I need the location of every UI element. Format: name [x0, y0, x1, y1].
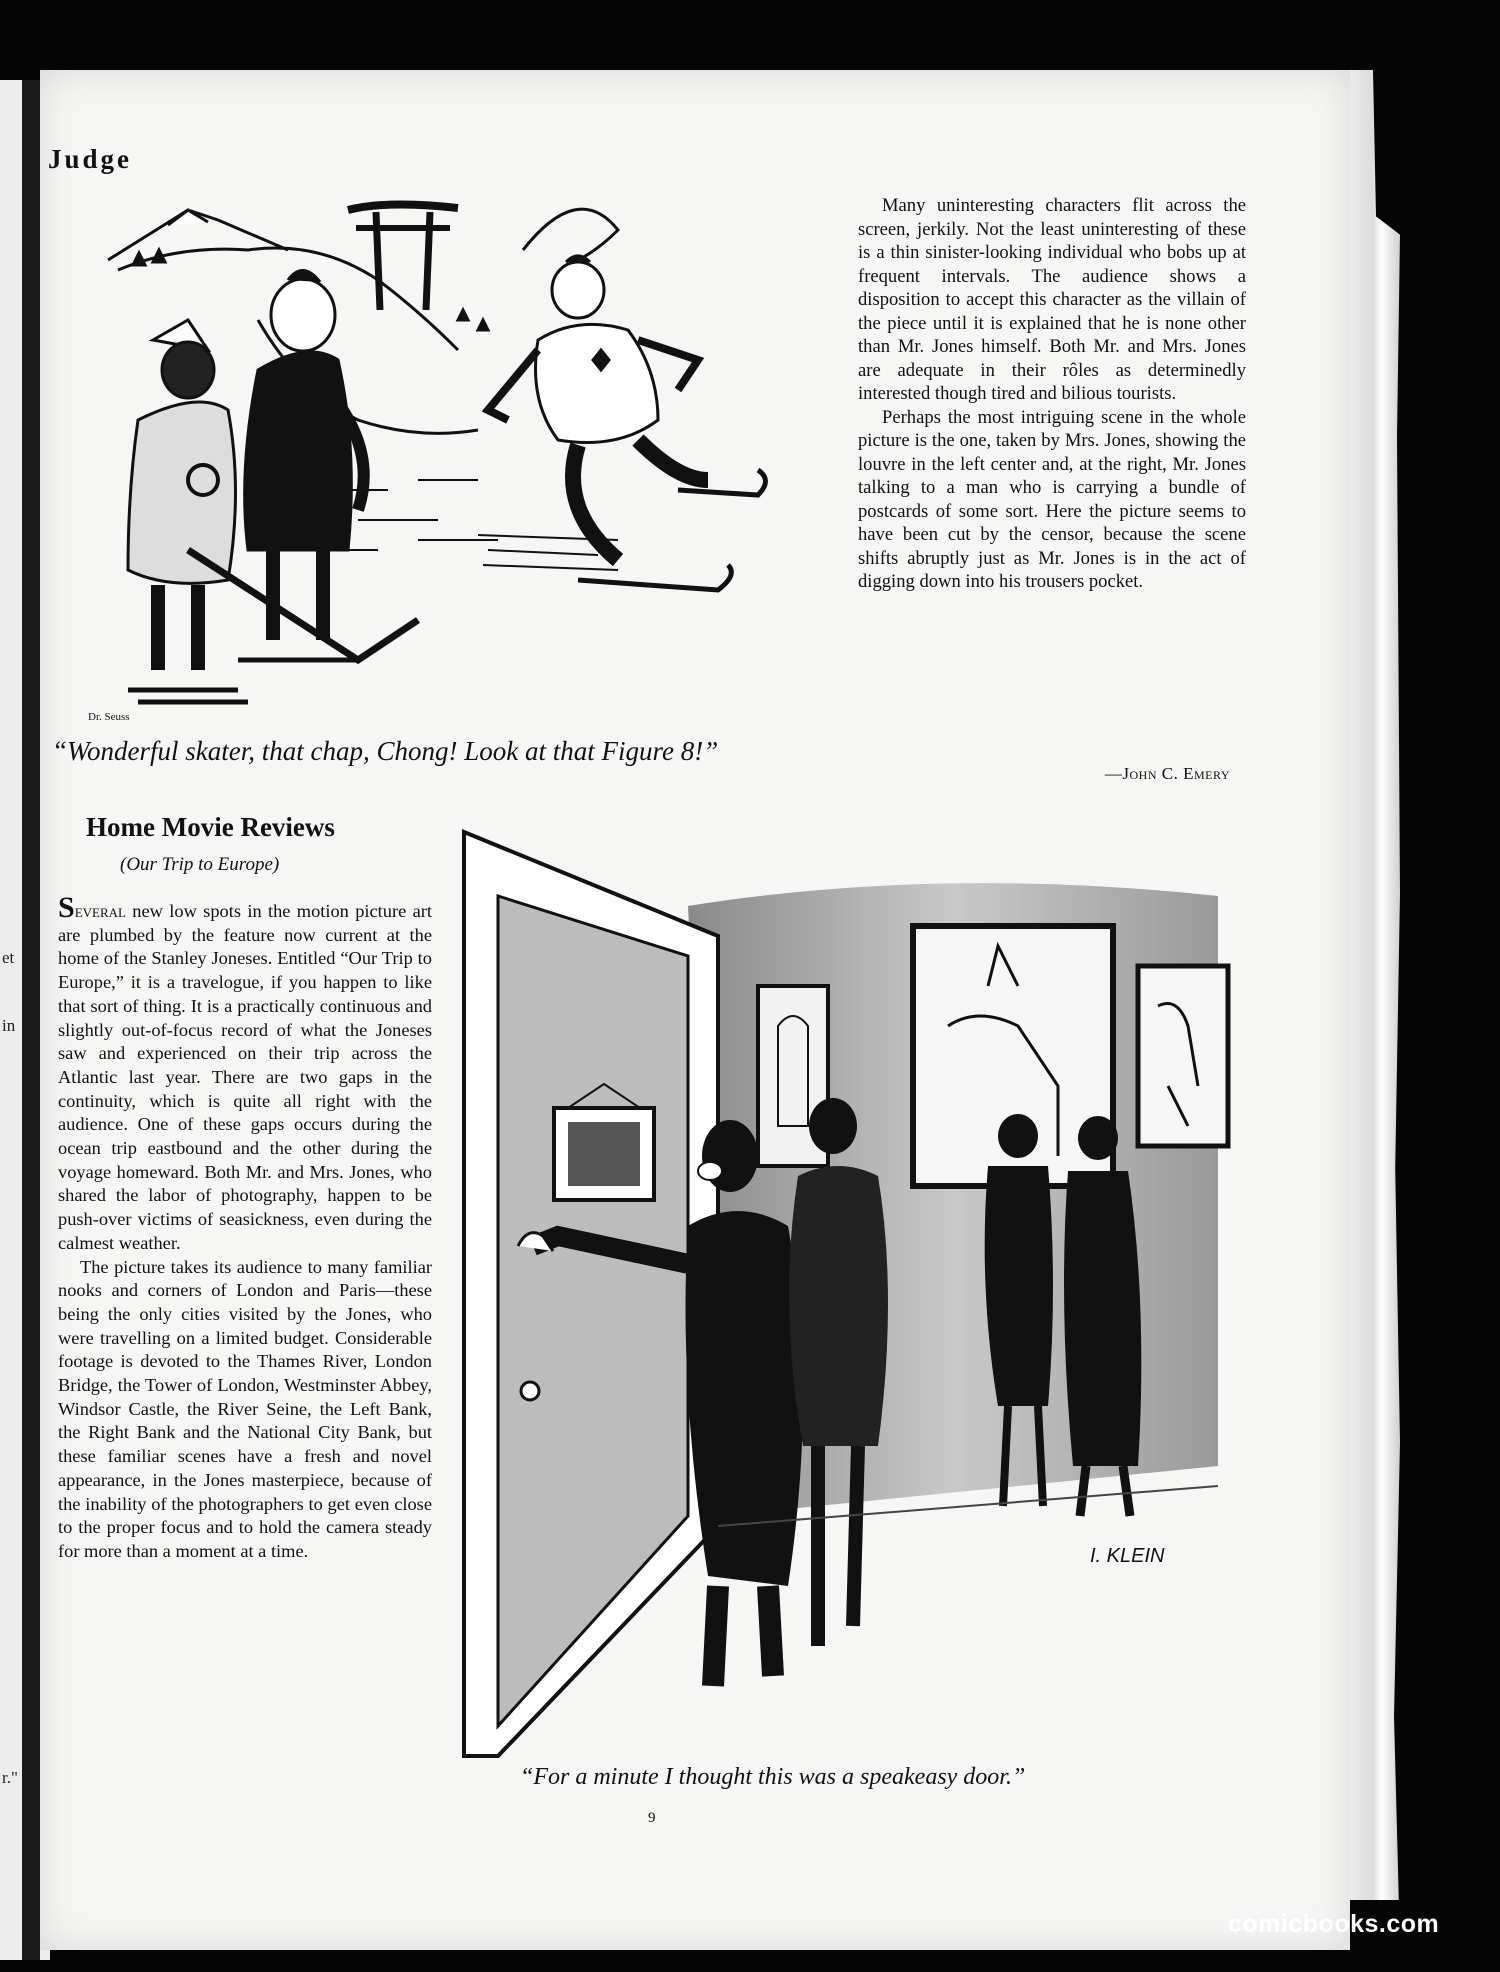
cartoon-signature: Dr. Seuss — [88, 711, 130, 723]
paragraph-text: new low spots in the motion picture art are plumbed by the feature now current at the home of the Stanley Joneses. Entitled “Our Trip to Europe,” it is a travelogue, if you happen to like that sort of thing. It is a practically continuous and slightly out-of-focus record of what the Joneses saw and experienced on their trip across the Atlantic last year. There are two gaps in the continuity, which is quite all right with the audience. One of these gaps occurs during the ocean trip eastbound and the other during the voyage homeward. Both Mr. and Mrs. Jones, who shared the labor of photography, happen to be push-over victims of seasickness, even during the calmest weather. — [58, 901, 432, 1253]
skating-cartoon — [58, 190, 828, 730]
gallery-cartoon — [458, 826, 1238, 1766]
drop-cap: S — [58, 891, 75, 924]
article-body — [58, 891, 432, 1564]
previous-page-text-fragment: in — [2, 1016, 16, 1035]
review-paragraph: Many uninteresting characters flit across the screen, jerkily. Not the least uninteresting of these is a thin sinister-looking individual who bobs up at frequent intervals. The audience shows a disposition to accept this character as the villain of the piece until it is explained that he is none other than Mr. Jones himself. Both Mr. and Mrs. Jones are adequate in their rôles as determinedly interested though tired and bilious tourists. — [858, 195, 1246, 404]
article-subtitle: (Our Trip to Europe) — [120, 854, 280, 875]
bottom-cartoon-caption: “For a minute I thought this was a speakeasy door.” — [520, 1764, 1026, 1790]
previous-page-text-fragment: et — [2, 948, 15, 967]
opening-word: everal — [74, 901, 126, 921]
site-watermark: comicbooks.com — [1228, 1910, 1440, 1938]
page-number: 9 — [648, 1810, 656, 1826]
previous-page-text-fragment: r." — [2, 1768, 18, 1787]
article-paragraph — [58, 891, 432, 1256]
top-cartoon-caption: “Wonderful skater, that chap, Chong! Look at that Figure 8!” — [52, 736, 719, 766]
article-paragraph: The picture takes its audience to many familiar nooks and corners of London and Paris—these being the only cities visited by the Jones, who were travelling on a limited budget. Considerable footage is devoted to the Thames River, London Bridge, the Tower of London, Westminster Abbey, Windsor Castle, the River Seine, the Left Bank, the Right Bank and the National City Bank, but these familiar scenes have a fresh and novel appearance, in the Jones masterpiece, because of the inability of the photographers to get even close to the proper focus and to hold the camera steady for more than a moment at a time. — [58, 1256, 432, 1561]
movie-review-continuation — [858, 194, 1246, 594]
article-title: Home Movie Reviews — [86, 812, 335, 842]
author-byline: —John C. Emery — [1104, 764, 1230, 783]
page-gutter-shadow — [22, 80, 40, 1960]
cartoon-signature: I. KLEIN — [1090, 1545, 1165, 1567]
masthead: Judge — [48, 144, 133, 174]
review-paragraph: Perhaps the most intriguing scene in the whole picture is the one, taken by Mrs. Jones, showing the louvre in the left center and, at the right, Mr. Jones talking to a man who is carrying a bundle of postcards of some sort. Here the picture seems to have been cut by the censor, because the scene shifts abruptly just as Mr. Jones is in the act of digging down into his trousers pocket. — [858, 406, 1246, 592]
